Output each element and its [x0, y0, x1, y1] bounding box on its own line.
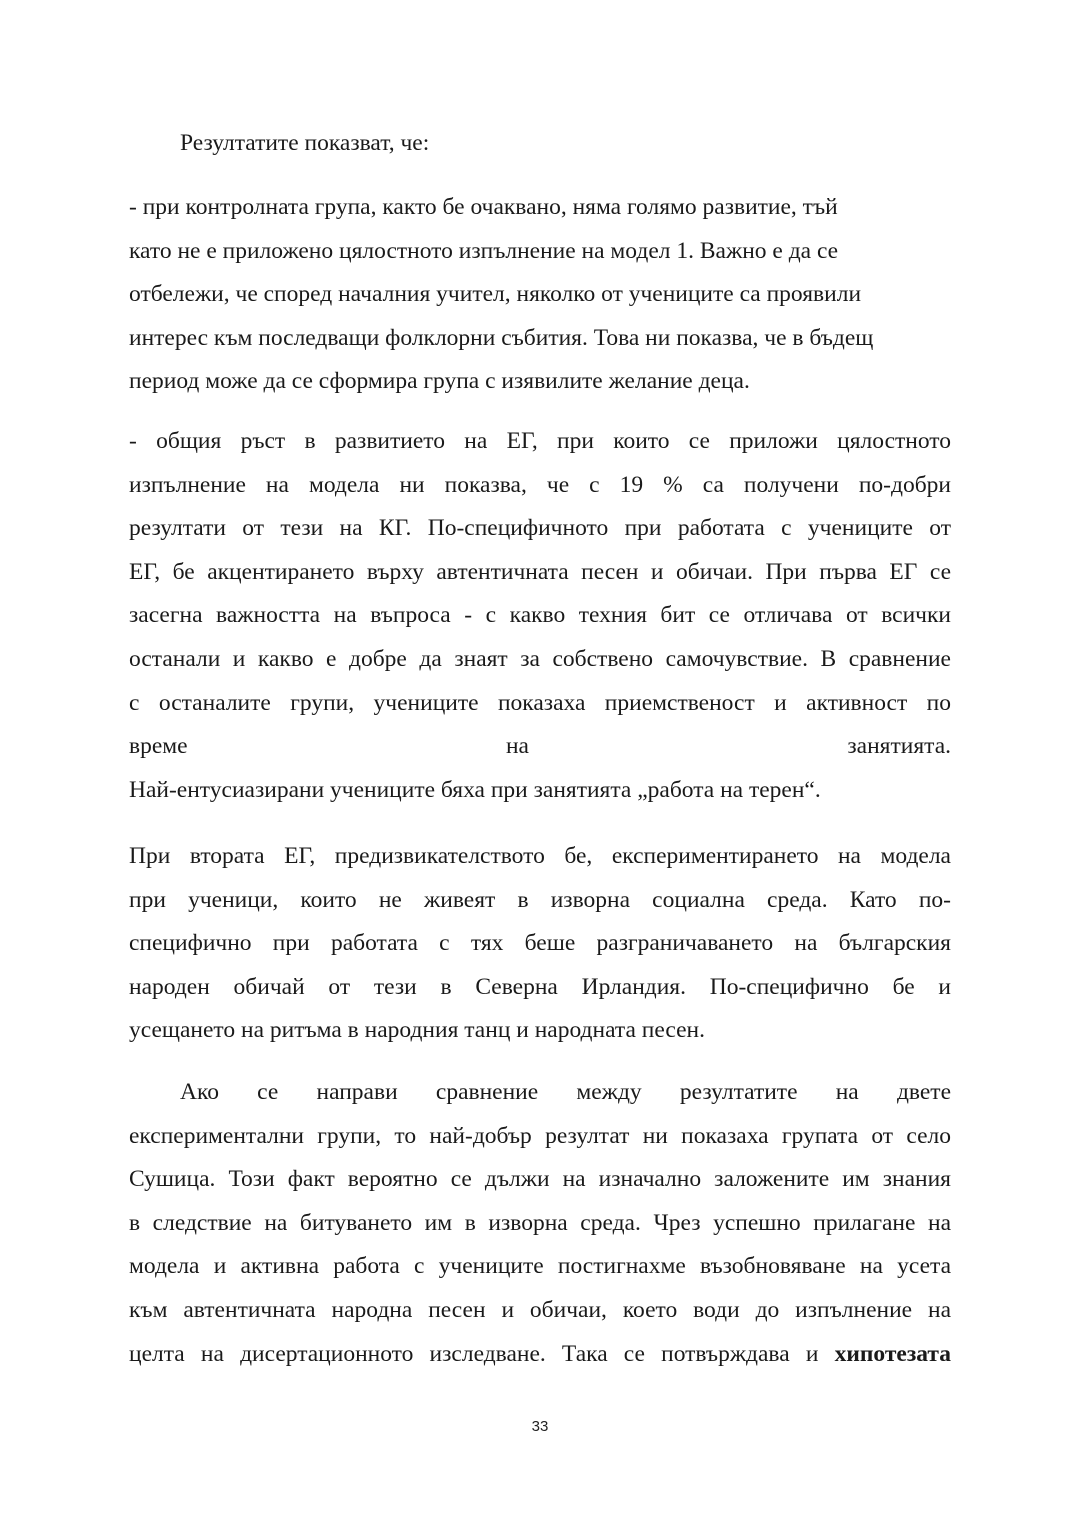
text-line: експериментални групи, то най-добър резултат ни показаха групата от село: [129, 1122, 951, 1149]
text-line: специфично при работата с тях беше разграничаването на българския: [129, 930, 951, 957]
text-line: Най-ентусиазирани учениците бяха при занятията „работа на терен“.: [129, 776, 821, 803]
text-line: в следствие на битуването им в изворна среда. Чрез успешно прилагане на: [129, 1209, 951, 1236]
paragraph-second-group: [129, 835, 951, 1053]
paragraph-experimental-groups: [129, 420, 951, 812]
text-line: усещането на ритъма в народния танц и народната песен.: [129, 1017, 705, 1044]
bold-term-hypothesis: хипотезата: [834, 1340, 952, 1367]
intro-paragraph: [129, 122, 951, 166]
text-line: - при контролната група, както бе очаквано, няма голямо развитие, тъй: [129, 194, 838, 220]
text-line: - общия ръст в развитието на ЕГ, при които се приложи цялостното: [129, 428, 951, 454]
intro-line: Резултатите показват, че:: [180, 130, 430, 156]
text-line: период може да се сформира група с изявилите желание деца.: [129, 368, 750, 395]
text-line: отбележи, че според началния учител, няколко от учениците са проявили: [129, 281, 862, 308]
text-segment: целта на дисертационното изследване. Така се потвърждава и: [129, 1340, 819, 1367]
text-line: народен обичай от тези в Северна Ирландия. По-специфично бе и: [129, 973, 951, 1000]
text-line: Ако се направи сравнение между резултатите на двете: [180, 1079, 951, 1105]
text-line: резултати от тези на КГ. По-специфичното при работата с учениците от: [129, 515, 951, 542]
page-number: 33: [531, 1418, 549, 1435]
text-line: останали и какво е добре да знаят за собствено самочувствие. В сравнение: [129, 645, 951, 672]
text-line: изпълнение на модела ни показва, че с 19 % са получени по-добри: [129, 471, 951, 498]
text-line-last: [129, 1333, 951, 1377]
text-line: като не е приложено цялостното изпълнение на модел 1. Важно е да се: [129, 237, 839, 264]
paragraph-control-group: [129, 186, 951, 404]
text-line: с останалите групи, учениците показаха приемственост и активност по: [129, 689, 951, 716]
text-line: засегна важността на въпроса - с какво техния бит се отличава от всички: [129, 602, 951, 629]
text-line: Сушица. Този факт вероятно се дължи на изначално заложените им знания: [129, 1166, 951, 1193]
text-line: интерес към последващи фолклорни събития. Това ни показва, че в бъдещ: [129, 324, 874, 351]
text-line: модела и активна работа с учениците постигнахме възобновяване на усета: [129, 1253, 951, 1280]
paragraph-comparison: [129, 1071, 951, 1376]
text-line: време на занятията.: [129, 733, 951, 760]
text-line: При втората ЕГ, предизвикателството бе, експериментирането на модела: [129, 843, 951, 869]
text-line: ЕГ, бе акцентирането върху автентичната песен и обичаи. При първа ЕГ се: [129, 558, 951, 585]
text-line: при ученици, които не живеят в изворна социална среда. Като по-: [129, 886, 951, 913]
text-line: към автентичната народна песен и обичаи, което води до изпълнение на: [129, 1296, 951, 1323]
